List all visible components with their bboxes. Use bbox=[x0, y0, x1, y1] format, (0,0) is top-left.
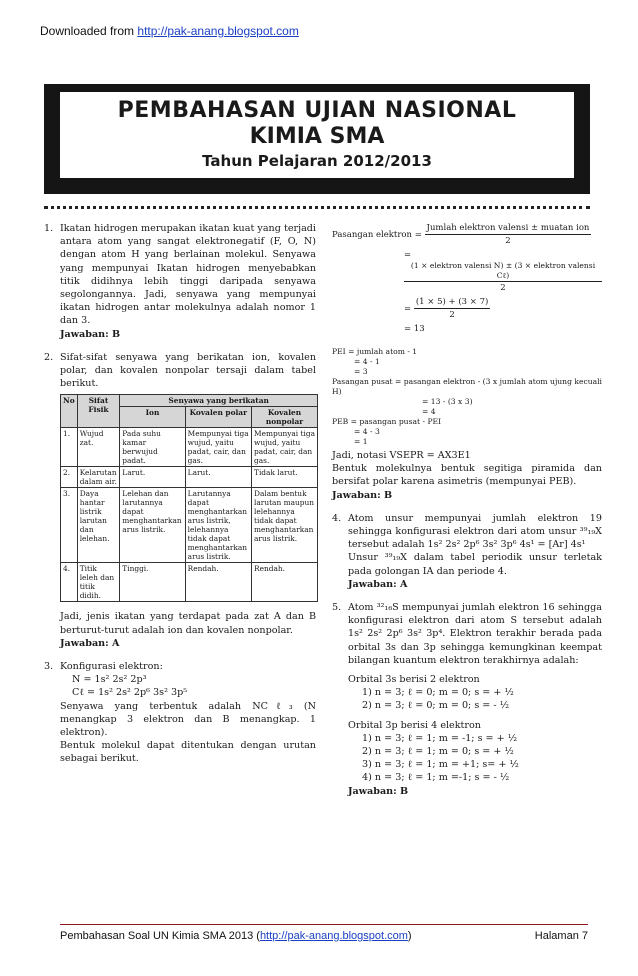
answer-key: Jawaban: B bbox=[332, 489, 393, 501]
question-1 bbox=[44, 222, 316, 341]
cell-polar: Mempunyai tiga wujud, yaitu padat, cair, dan gas. bbox=[185, 428, 251, 467]
quantum-set: 1) n = 3; ℓ = 1; m = -1; s = + ½ bbox=[362, 732, 518, 744]
answer-text: Senyawa yang terbentuk adalah NCℓ₃ (N menangkap 3 elektron dan B menangkap. 1 elektron). bbox=[60, 700, 316, 739]
cell-sifat: Titik leleh dan titik didih. bbox=[77, 563, 120, 602]
properties-table bbox=[60, 394, 318, 602]
cell-nonpolar: Dalam bentuk larutan maupun lelehannya tidak dapat menghantarkan arus listrik. bbox=[252, 488, 318, 563]
answer-key: Jawaban: A bbox=[60, 637, 120, 649]
pei-calculation bbox=[332, 347, 602, 447]
cell-no: 3. bbox=[61, 488, 78, 563]
pp-step: = 13 - (3 x 3) bbox=[422, 397, 473, 406]
question-4 bbox=[332, 512, 602, 591]
answer-conclusion: Jadi, jenis ikatan yang terdapat pada zat A dan B berturut-turut adalah ion dan kovalen nonpolar. bbox=[60, 611, 316, 636]
peb-step: = 4 - 3 bbox=[354, 427, 380, 436]
cell-ion: Larut. bbox=[120, 467, 185, 488]
cell-sifat: Wujud zat. bbox=[77, 428, 120, 467]
cell-ion: Lelehan dan larutannya dapat menghantarkan arus listrik. bbox=[120, 488, 185, 563]
question-number: 5. bbox=[332, 602, 342, 614]
quantum-set: 4) n = 3; ℓ = 1; m =-1; s = - ½ bbox=[362, 772, 510, 784]
pp-definition: Pasangan pusat = pasangan elektron - (3 x jumlah atom ujung kecuali H) bbox=[332, 377, 602, 396]
pe-denominator-2: 2 bbox=[500, 283, 506, 293]
left-column bbox=[44, 222, 316, 776]
header-nonpolar: Kovalen nonpolar bbox=[252, 407, 318, 428]
table-row bbox=[61, 428, 318, 467]
cell-nonpolar: Tidak larut. bbox=[252, 467, 318, 488]
title-banner bbox=[44, 84, 590, 194]
download-note bbox=[40, 24, 299, 38]
answer-key: Jawaban: A bbox=[348, 578, 408, 590]
question-5 bbox=[332, 601, 602, 798]
page-number: Halaman 7 bbox=[534, 930, 588, 942]
peb-result: = 1 bbox=[354, 437, 368, 446]
quantum-set: 3) n = 3; ℓ = 1; m = +1; s= + ½ bbox=[362, 759, 519, 771]
download-prefix: Downloaded from bbox=[40, 24, 138, 38]
orbital-3s-title: Orbital 3s berisi 2 elektron bbox=[348, 674, 480, 686]
cell-polar: Rendah. bbox=[185, 563, 251, 602]
quantum-set: 1) n = 3; ℓ = 0; m = 0; s = + ½ bbox=[362, 687, 514, 699]
pe-denominator: 2 bbox=[505, 236, 511, 246]
vsepr-notation: Jadi, notasi VSEPR = AX3E1 bbox=[332, 450, 471, 461]
header-polar: Kovalen polar bbox=[185, 407, 251, 428]
banner-subject: KIMIA SMA bbox=[249, 124, 385, 149]
footer-close: ) bbox=[407, 930, 412, 942]
pe-denominator-3: 2 bbox=[449, 310, 455, 320]
question-3 bbox=[44, 660, 316, 766]
answer-text: Atom ³²₁₆S mempunyai jumlah elektron 16 sehingga konfigurasi elektron dari atom S tersebut adalah 1s² 2s² 2p⁶ 3s² 3p⁴. Elektron terakhir berada pada orbital 3s dan 3p sehingga kemungkinan keempat bilangan kuantum elektron terakhirnya adalah: bbox=[348, 602, 602, 666]
cell-no: 2. bbox=[61, 467, 78, 488]
cell-sifat: Kelarutan dalam air. bbox=[77, 467, 120, 488]
table-row bbox=[61, 488, 318, 563]
answer-key: Jawaban: B bbox=[348, 785, 409, 797]
quantum-set: 2) n = 3; ℓ = 0; m = 0; s = - ½ bbox=[362, 700, 509, 712]
config-n: N = 1s² 2s² 2p³ bbox=[72, 674, 147, 686]
cell-no: 4. bbox=[61, 563, 78, 602]
footer-text: Pembahasan Soal UN Kimia SMA 2013 ( bbox=[60, 930, 260, 942]
pei-step: = 4 - 1 bbox=[354, 357, 380, 366]
table-row bbox=[61, 563, 318, 602]
question-number: 3. bbox=[44, 661, 54, 673]
answer-text: Bentuk molekul dapat ditentukan dengan urutan sebagai berikut. bbox=[60, 740, 316, 765]
right-column bbox=[332, 222, 602, 808]
pe-label: Pasangan elektron bbox=[332, 230, 412, 240]
header-no: No bbox=[61, 395, 78, 428]
cell-nonpolar: Mempunyai tiga wujud, yaitu padat, cair, dan gas. bbox=[252, 428, 318, 467]
question-2 bbox=[44, 351, 316, 650]
cell-nonpolar: Rendah. bbox=[252, 563, 318, 602]
header-group: Senyawa yang berikatan bbox=[120, 395, 318, 407]
answer-text: Unsur ³⁹₁₉X dalam tabel periodik unsur terletak pada golongan IA dan periode 4. bbox=[348, 552, 602, 577]
vsepr-block bbox=[332, 449, 602, 502]
cell-polar: Larutannya dapat menghantarkan arus listrik, lelehannya tidak dapat menghantarkan arus listrik. bbox=[185, 488, 251, 563]
footer-link[interactable]: http://pak-anang.blogspot.com bbox=[259, 930, 408, 942]
config-cl: Cℓ = 1s² 2s² 2p⁶ 3s² 3p⁵ bbox=[72, 687, 188, 699]
pe-numerator: Jumlah elektron valensi ± muatan ion bbox=[426, 223, 590, 233]
molecular-shape: Bentuk molekulnya bentuk segitiga piramida dan bersifat polar karena asimetris (mempunyai PEB). bbox=[332, 463, 602, 488]
header-sifat: Sifat Fisik bbox=[77, 395, 120, 428]
answer-text: Ikatan hidrogen merupakan ikatan kuat yang terjadi antara atom yang sangat elektronegatif (F, O, N) dengan atom H yang berlainan molekul. Senyawa yang mempunyai Ikatan hidrogen menyebabkan titik didihnya lebih tinggi daripada senyawa segolongannya. Jadi, senyawa yang mempunyai ikatan hidrogen antar molekulnya adalah nomor 1 dan 3. bbox=[60, 223, 316, 327]
question-number: 1. bbox=[44, 223, 54, 234]
table-row bbox=[61, 467, 318, 488]
question-number: 4. bbox=[332, 512, 342, 524]
orbital-3p-title: Orbital 3p berisi 4 elektron bbox=[348, 719, 481, 731]
header-ion: Ion bbox=[120, 407, 185, 428]
page-footer bbox=[60, 924, 588, 942]
electron-pair-formula: Pasangan elektron = $\frac{\text{Jumlah elektron valensi ± muatan ion}}{2}$ = $\frac{\text{(1 × elektron valensi N) ± (3 × elektron valensi Cℓ)}}{2}$ = $\frac{(1 \times 5) + (3 \times 7)}{2}$ = 13 bbox=[332, 222, 602, 335]
cell-sifat: Daya hantar listrik larutan dan lelehan. bbox=[77, 488, 120, 563]
config-title: Konfigurasi elektron: bbox=[60, 661, 163, 673]
pe-numerator-3: (1 × 5) + (3 × 7) bbox=[415, 297, 489, 307]
peb-definition: PEB = pasangan pusat - PEI bbox=[332, 417, 442, 426]
pei-result: = 3 bbox=[354, 367, 368, 376]
dotted-divider bbox=[44, 206, 590, 209]
cell-ion: Tinggi. bbox=[120, 563, 185, 602]
footer-source bbox=[60, 930, 412, 942]
pp-result: = 4 bbox=[422, 407, 436, 416]
cell-ion: Pada suhu kamar berwujud padat. bbox=[120, 428, 185, 467]
answer-text: Atom unsur mempunyai jumlah elektron 19 sehingga konfigurasi elektron dari atom unsur ³⁹₁₉X tersebut adalah 1s² 2s² 2p⁶ 3s² 3p⁶ 4s¹ = [Ar] 4s¹ bbox=[348, 512, 602, 551]
answer-key: Jawaban: B bbox=[60, 328, 121, 340]
pe-result: = 13 bbox=[404, 324, 425, 334]
cell-polar: Larut. bbox=[185, 467, 251, 488]
download-link[interactable]: http://pak-anang.blogspot.com bbox=[137, 24, 299, 38]
pei-definition: PEI = jumlah atom - 1 bbox=[332, 347, 418, 356]
cell-no: 1. bbox=[61, 428, 78, 467]
banner-title: PEMBAHASAN UJIAN NASIONAL bbox=[117, 98, 517, 123]
answer-text: Sifat-sifat senyawa yang berikatan ion, kovalen polar, dan kovalen nonpolar tersaji dalam tabel berikut. bbox=[60, 351, 316, 390]
banner-year: Tahun Pelajaran 2012/2013 bbox=[202, 152, 432, 170]
pe-numerator-2: (1 × elektron valensi N) ± (3 × elektron valensi Cℓ) bbox=[404, 261, 602, 282]
quantum-set: 2) n = 3; ℓ = 1; m = 0; s = + ½ bbox=[362, 746, 514, 758]
question-number: 2. bbox=[44, 351, 54, 363]
